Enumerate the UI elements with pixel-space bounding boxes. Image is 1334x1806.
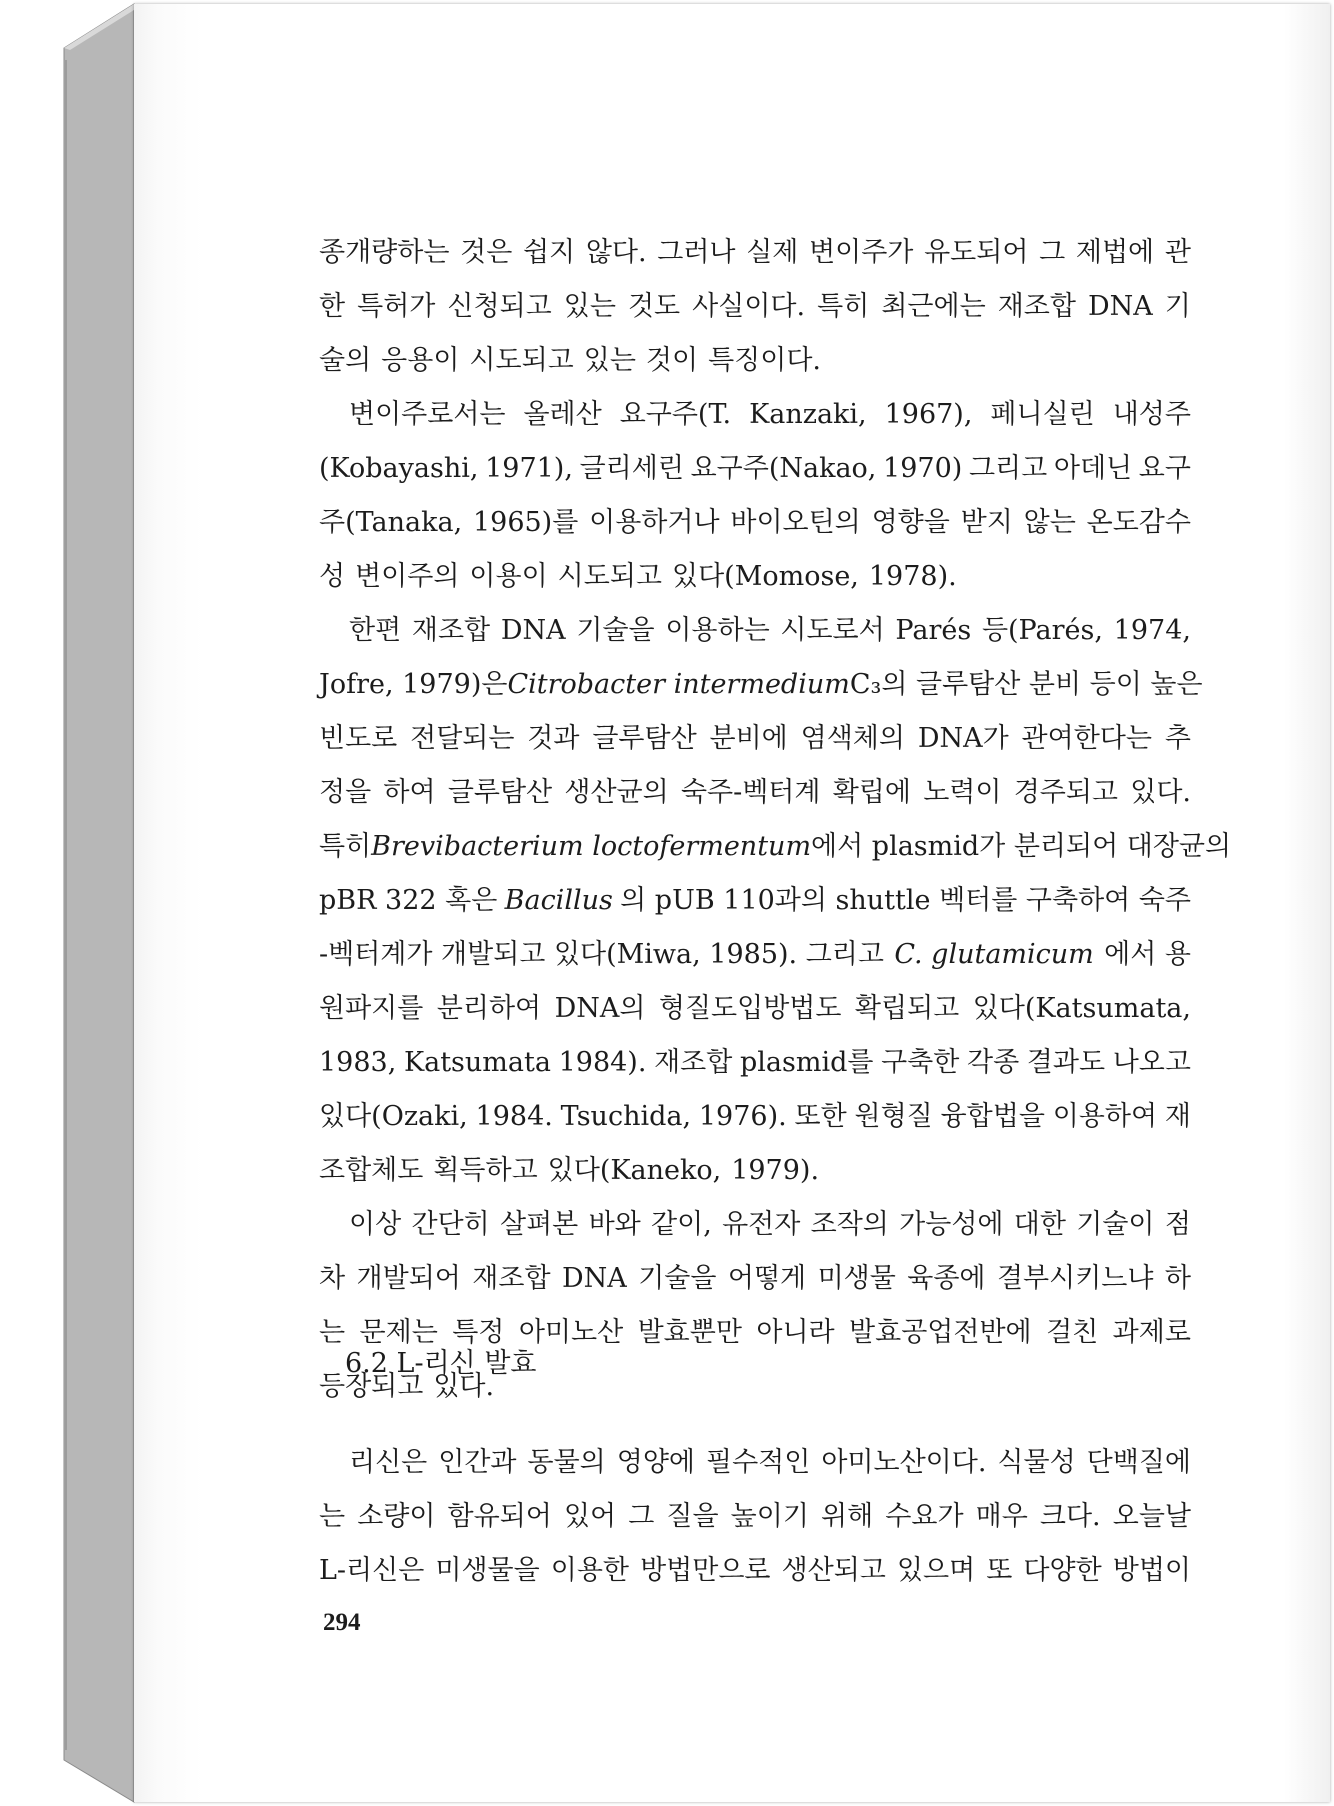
word: 생산균의 xyxy=(564,777,669,808)
text-line xyxy=(319,766,1191,820)
word: 소량이 xyxy=(357,1501,436,1532)
word: 특히 xyxy=(817,291,870,322)
word: 시도되고 xyxy=(469,345,574,376)
text-line xyxy=(319,1252,1191,1306)
word: DNA xyxy=(1087,291,1153,322)
text-segment: 에서 용 xyxy=(1104,939,1191,970)
word: 같이, xyxy=(651,1209,712,1240)
word: 아데닌 xyxy=(1053,453,1133,484)
word: 걸친 xyxy=(1046,1317,1099,1348)
word: 영향을 xyxy=(871,507,950,538)
word: 1970) xyxy=(883,453,963,484)
word: 등(Parés, xyxy=(981,615,1103,646)
word: 있어 xyxy=(563,1501,617,1532)
word: 시도되고 xyxy=(557,561,662,592)
text-segment: 의 pUB 110과의 shuttle 벡터를 구축하여 숙주 xyxy=(620,885,1191,916)
word: 이용하는 xyxy=(665,615,770,646)
word: 방법만으로 xyxy=(640,1555,771,1586)
word: 문제는 xyxy=(359,1317,438,1348)
word: 개발되어 xyxy=(356,1263,461,1294)
word: 그 xyxy=(1039,237,1066,268)
text-line xyxy=(319,928,1191,982)
word: 페니실린 xyxy=(990,399,1095,430)
word: 영양에 xyxy=(616,1447,695,1478)
word: 재조합 xyxy=(472,1263,551,1294)
text-line xyxy=(319,1144,1191,1198)
word: 관 xyxy=(1164,237,1191,268)
word: 있는 xyxy=(583,345,636,376)
word: 1978). xyxy=(868,561,957,592)
word: 분비에 xyxy=(709,723,788,754)
text-line xyxy=(319,658,1203,712)
text-line xyxy=(319,1436,1191,1490)
word: 차 xyxy=(319,1263,346,1294)
word: 것은 xyxy=(460,237,513,268)
word: 단백질에 xyxy=(1086,1447,1191,1478)
word: 다양한 xyxy=(1023,1555,1102,1586)
text-segment: 특히 xyxy=(319,831,372,862)
section-heading: 6.2 L-리신 발효 xyxy=(345,1348,537,1379)
word: 이용하거나 xyxy=(589,507,720,538)
word: 실제 xyxy=(746,237,799,268)
text-line xyxy=(319,820,1232,874)
word: 리신은 xyxy=(349,1447,428,1478)
word: 아미노산이다. xyxy=(821,1447,987,1478)
word: 확립에 xyxy=(832,777,911,808)
word: 형질도입방법도 xyxy=(658,993,842,1024)
word: 있으며 xyxy=(896,1555,976,1586)
word: 것과 xyxy=(527,723,580,754)
word: 생산되고 xyxy=(781,1555,886,1586)
word: 받지 xyxy=(960,507,1013,538)
word: 나오고 xyxy=(1112,1047,1191,1078)
word: 특징이다. xyxy=(708,345,822,376)
word: 각종 xyxy=(966,1047,1020,1078)
word: 시도로서 xyxy=(780,615,885,646)
word: 정을 xyxy=(319,777,372,808)
word: 온도감수 xyxy=(1086,507,1191,538)
word: 내성주 xyxy=(1112,399,1191,430)
word: 노력이 xyxy=(923,777,1002,808)
word: 관여한다는 xyxy=(1021,723,1152,754)
text-line xyxy=(319,1090,1191,1144)
page-number: 294 xyxy=(323,1609,361,1636)
word: 있는 xyxy=(563,291,616,322)
word: 필수적인 xyxy=(706,1447,811,1478)
word: 아미노산 xyxy=(518,1317,624,1348)
word: 기술을 xyxy=(638,1263,717,1294)
word: 요구주(T. xyxy=(619,399,732,430)
word: 빈도로 xyxy=(319,723,398,754)
word: plasmid를 xyxy=(739,1047,874,1078)
word: DNA xyxy=(500,615,566,646)
word: 기 xyxy=(1164,291,1191,322)
word: 수요가 xyxy=(885,1501,964,1532)
word: 요구주(Nakao, xyxy=(690,453,877,484)
text-segment: pBR 322 혹은 xyxy=(319,885,498,916)
word: 그 xyxy=(628,1501,655,1532)
text-line xyxy=(319,550,1191,604)
word: 올레산 xyxy=(523,399,602,430)
word: Kanzaki, xyxy=(749,399,867,430)
text-line xyxy=(319,604,1191,658)
word: 그러나 xyxy=(657,237,736,268)
word: 아니라 xyxy=(756,1317,835,1348)
species-name: Brevibacterium loctofermentum xyxy=(371,831,812,862)
text-segment: C₃의 글루탐산 분비 등이 높은 xyxy=(849,669,1203,700)
word: 미생물을 xyxy=(435,1555,540,1586)
text-line xyxy=(319,388,1191,442)
word: 기술을 xyxy=(576,615,655,646)
word: 주(Tanaka, xyxy=(319,507,463,538)
word: 크다. xyxy=(1039,1501,1101,1532)
word: 육종에 xyxy=(907,1263,986,1294)
word: 는 xyxy=(319,1501,346,1532)
word: 간단히 xyxy=(411,1209,490,1240)
word: 조작의 xyxy=(810,1209,889,1240)
word: 위해 xyxy=(821,1501,874,1532)
word: 변이주의 xyxy=(355,561,460,592)
word: 않다. xyxy=(585,237,647,268)
word: 1984. xyxy=(475,1101,553,1132)
word: 1971), xyxy=(485,453,573,484)
word: 최근에는 xyxy=(881,291,986,322)
word: 신청되고 xyxy=(447,291,552,322)
word: 것이 xyxy=(645,345,699,376)
word: 결과도 xyxy=(1026,1047,1106,1078)
word: 동물의 xyxy=(527,1447,606,1478)
word: 구축한 xyxy=(881,1047,960,1078)
word: 가능성에 xyxy=(899,1209,1004,1240)
word: 점 xyxy=(1164,1209,1191,1240)
word: 매우 xyxy=(975,1501,1028,1532)
word: 그리고 xyxy=(968,453,1048,484)
word: 미생물 xyxy=(817,1263,896,1294)
word: 바와 xyxy=(588,1209,641,1240)
word: 는 xyxy=(319,1317,346,1348)
word: 변이주가 xyxy=(809,237,914,268)
word: 재 xyxy=(1164,1101,1191,1132)
text-segment: 에서 plasmid가 분리되어 대장균의 xyxy=(811,831,1232,862)
word: 않는 xyxy=(1023,507,1076,538)
word: 기술이 xyxy=(1076,1209,1155,1240)
word: 있다. xyxy=(1130,777,1191,808)
word: DNA xyxy=(561,1263,627,1294)
word: 이용하여 xyxy=(1052,1101,1158,1132)
word: 한 xyxy=(319,291,346,322)
word: 있다(Katsumata, xyxy=(972,993,1191,1024)
text-line xyxy=(319,1544,1191,1598)
word: 1967), xyxy=(884,399,973,430)
word: 융합법을 xyxy=(940,1101,1045,1132)
word: 종개량하는 xyxy=(319,237,450,268)
text-line xyxy=(319,280,1191,334)
word: 발효공업전반에 xyxy=(849,1317,1032,1348)
word: 염색체의 xyxy=(800,723,905,754)
word: 1979). xyxy=(731,1155,820,1186)
word: 성 xyxy=(319,561,346,592)
word: 확립되고 xyxy=(854,993,960,1024)
word: 하 xyxy=(1164,1263,1191,1294)
word: 추 xyxy=(1164,723,1191,754)
word: 1965)를 xyxy=(472,507,579,538)
word: 대한 xyxy=(1013,1209,1066,1240)
word: 1974, xyxy=(1113,615,1191,646)
body-text xyxy=(319,1436,1191,1598)
word: 있다(Kaneko, xyxy=(547,1155,722,1186)
word: 특정 xyxy=(452,1317,505,1348)
body-text xyxy=(319,226,1232,1414)
text-line xyxy=(319,496,1191,550)
word: 1983, xyxy=(319,1047,397,1078)
word: 인간과 xyxy=(438,1447,517,1478)
word: 제법에 xyxy=(1075,237,1155,268)
word: 있다(Momose, xyxy=(672,561,859,592)
word: 과제로 xyxy=(1112,1317,1191,1348)
species-name: Citrobacter intermedium xyxy=(507,669,850,700)
word: 전달되는 xyxy=(410,723,515,754)
text-line xyxy=(319,1036,1191,1090)
word: 재조합 xyxy=(411,615,491,646)
word: 한편 xyxy=(349,615,402,646)
word: 또한 xyxy=(794,1101,847,1132)
word: 결부시키느냐 xyxy=(996,1263,1154,1294)
word: 재조합 xyxy=(997,291,1076,322)
word: 방법이 xyxy=(1112,1555,1191,1586)
word: 발효뿐만 xyxy=(637,1317,742,1348)
word: 높이기 xyxy=(730,1501,809,1532)
word: 쉽지 xyxy=(522,237,576,268)
word: 것도 xyxy=(627,291,681,322)
text-line xyxy=(319,982,1191,1036)
word: 이상 xyxy=(349,1209,402,1240)
word: 유전자 xyxy=(722,1209,801,1240)
word: 식물성 xyxy=(997,1447,1076,1478)
word: 어떻게 xyxy=(727,1263,807,1294)
word: 응용이 xyxy=(381,345,460,376)
species-name: C. glutamicum xyxy=(894,939,1094,970)
word: 사실이다. xyxy=(692,291,806,322)
word: 유도되어 xyxy=(924,237,1029,268)
word: 또 xyxy=(986,1555,1013,1586)
species-name: Bacillus xyxy=(504,885,613,916)
word: 글루탐산 xyxy=(447,777,553,808)
text-line xyxy=(319,1490,1191,1544)
word: 이용한 xyxy=(550,1555,630,1586)
text-line xyxy=(319,226,1191,280)
text-segment: -벡터계가 개발되고 있다(Miwa, 1985). 그리고 xyxy=(319,939,884,970)
word: 원형질 xyxy=(854,1101,933,1132)
word: Tsuchida, xyxy=(560,1101,692,1132)
word: 원파지를 xyxy=(319,993,424,1024)
word: 등장되고 xyxy=(319,1371,424,1402)
word: (Kobayashi, xyxy=(319,453,479,484)
text-line xyxy=(319,712,1191,766)
word: 특허가 xyxy=(357,291,436,322)
word: 분리하여 xyxy=(436,993,542,1024)
word: 획득하고 xyxy=(433,1155,538,1186)
word: 1984). xyxy=(558,1047,647,1078)
text-line xyxy=(319,442,1191,496)
word: Katsumata xyxy=(403,1047,551,1078)
word: L-리신은 xyxy=(319,1555,425,1586)
word: 오늘날 xyxy=(1112,1501,1191,1532)
word: 있다(Ozaki, xyxy=(319,1101,468,1132)
word: 있다. xyxy=(433,1371,495,1402)
text-line xyxy=(319,874,1191,928)
word: 살펴본 xyxy=(500,1209,579,1240)
word: 글루탐산 xyxy=(592,723,697,754)
word: 이용이 xyxy=(469,561,548,592)
text-segment: Jofre, 1979)은 xyxy=(319,669,508,700)
word: 바이오틴의 xyxy=(730,507,861,538)
text-line xyxy=(319,334,1191,388)
text-line xyxy=(319,1198,1191,1252)
word: DNA의 xyxy=(554,993,646,1024)
word: 글리세린 xyxy=(579,453,684,484)
word: 조합체도 xyxy=(319,1155,424,1186)
word: 숙주-벡터계 xyxy=(680,777,821,808)
word: 재조합 xyxy=(654,1047,733,1078)
word: 술의 xyxy=(319,345,372,376)
word: 하여 xyxy=(383,777,436,808)
word: 질을 xyxy=(666,1501,719,1532)
word: DNA가 xyxy=(917,723,1009,754)
word: 변이주로서는 xyxy=(349,399,506,430)
word: Parés xyxy=(895,615,972,646)
word: 경주되고 xyxy=(1013,777,1119,808)
word: 요구 xyxy=(1138,453,1191,484)
word: 1976). xyxy=(698,1101,787,1132)
word: 함유되어 xyxy=(447,1501,552,1532)
